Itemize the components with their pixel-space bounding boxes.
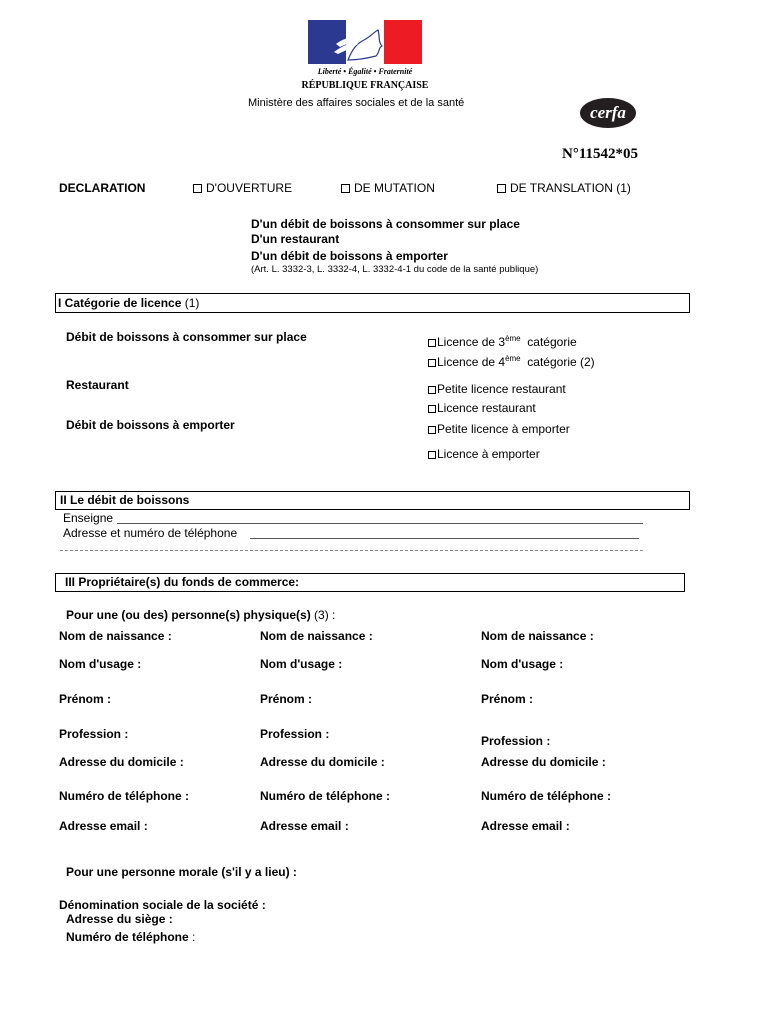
checkbox-mutation[interactable] (341, 184, 350, 193)
checkbox-ouverture[interactable] (193, 184, 202, 193)
option-mutation-label: DE MUTATION (354, 181, 435, 195)
col1-prenom: Prénom : (59, 692, 112, 706)
option-ouverture-label: D'OUVERTURE (206, 181, 293, 195)
option-licence-emporter-label: Licence à emporter (437, 447, 540, 461)
republic-title: RÉPUBLIQUE FRANÇAISE (301, 80, 429, 91)
option-licence-restaurant-label: Licence restaurant (437, 401, 536, 415)
physical-note: (3) : (314, 608, 336, 622)
section-1-note: (1) (184, 296, 200, 310)
adresse-field[interactable] (63, 526, 639, 540)
adresse-label: Adresse et numéro de téléphone (63, 526, 238, 540)
option-licence-4[interactable] (428, 354, 595, 369)
checkbox-licence-3[interactable] (428, 339, 436, 347)
subject-line-1: D'un débit de boissons à consommer sur place (251, 217, 520, 231)
col2-adresse-domicile: Adresse du domicile : (260, 755, 385, 769)
col2-email: Adresse email : (260, 819, 349, 833)
adresse-line-2[interactable] (60, 550, 643, 551)
col2-telephone: Numéro de téléphone : (260, 789, 391, 803)
form-number: N°11542*05 (562, 146, 639, 162)
enseigne-label: Enseigne (63, 511, 114, 525)
col2-profession: Profession : (260, 727, 330, 741)
option-translation[interactable] (497, 181, 631, 195)
licence-3-sup: ème (505, 334, 521, 343)
col3-profession: Profession : (481, 734, 551, 748)
option-petite-licence-emporter[interactable] (428, 422, 570, 436)
option-licence-restaurant[interactable] (428, 401, 536, 415)
motto: Liberté • Égalité • Fraternité (317, 67, 413, 76)
licence-4-sup: ème (505, 354, 521, 363)
cerfa-logo (580, 98, 636, 128)
marianne-logo (308, 20, 422, 64)
option-petite-licence-emporter-label: Petite licence à emporter (437, 422, 570, 436)
checkbox-licence-restaurant[interactable] (428, 405, 436, 413)
ministry-name: Ministère des affaires sociales et de la santé (248, 97, 465, 109)
col1-profession: Profession : (59, 727, 129, 741)
licence-4-pre: Licence de 4 (437, 355, 506, 369)
option-mutation[interactable] (341, 181, 435, 195)
col3-adresse-domicile: Adresse du domicile : (481, 755, 606, 769)
checkbox-licence-4[interactable] (428, 359, 436, 367)
legal-reference: (Art. L. 3332-3, L. 3332-4, L. 3332-4-1 du code de la santé publique) (251, 264, 539, 275)
category-sur-place: Débit de boissons à consommer sur place (66, 330, 307, 344)
licence-3-post: catégorie (527, 335, 577, 349)
option-licence-3[interactable] (428, 334, 577, 349)
denomination-label: Dénomination sociale de la société : (59, 898, 266, 912)
category-restaurant: Restaurant (66, 378, 129, 392)
option-petite-licence-restaurant[interactable] (428, 382, 566, 396)
col1-adresse-domicile: Adresse du domicile : (59, 755, 184, 769)
col3-nom-naissance: Nom de naissance : (481, 629, 594, 643)
subject-line-2: D'un restaurant (251, 232, 340, 246)
col3-telephone: Numéro de téléphone : (481, 789, 612, 803)
col1-nom-naissance: Nom de naissance : (59, 629, 172, 643)
col1-nom-usage: Nom d'usage : (59, 657, 142, 671)
section-1-title-row (58, 296, 199, 310)
section-2-title: II Le débit de boissons (60, 493, 190, 507)
enseigne-field[interactable] (63, 511, 643, 525)
col3-prenom: Prénom : (481, 692, 534, 706)
siege-label: Adresse du siège : (66, 912, 173, 926)
checkbox-petite-licence-emporter[interactable] (428, 426, 436, 434)
checkbox-petite-licence-restaurant[interactable] (428, 386, 436, 394)
physical-heading: Pour une (ou des) personne(s) physique(s) (66, 608, 311, 622)
moral-heading: Pour une personne morale (s'il y a lieu) : (66, 865, 297, 879)
section-1-title: I Catégorie de licence (58, 296, 182, 310)
telephone-label: Numéro de téléphone (66, 930, 189, 944)
licence-3-pre: Licence de 3 (437, 335, 506, 349)
telephone-row (66, 930, 195, 944)
subject-line-3: D'un débit de boissons à emporter (251, 249, 448, 263)
checkbox-translation[interactable] (497, 184, 506, 193)
col3-email: Adresse email : (481, 819, 570, 833)
physical-heading-row (66, 608, 335, 622)
col2-nom-naissance: Nom de naissance : (260, 629, 373, 643)
option-ouverture[interactable] (193, 181, 292, 195)
col3-nom-usage: Nom d'usage : (481, 657, 564, 671)
option-translation-label: DE TRANSLATION (1) (510, 181, 631, 195)
col2-nom-usage: Nom d'usage : (260, 657, 343, 671)
enseigne-line[interactable] (117, 523, 643, 524)
checkbox-licence-emporter[interactable] (428, 451, 436, 459)
option-petite-licence-restaurant-label: Petite licence restaurant (437, 382, 566, 396)
section-3-title: III Propriétaire(s) du fonds de commerce: (65, 575, 300, 589)
licence-4-post: catégorie (2) (527, 355, 595, 369)
cerfa-logo-text: cerfa (590, 103, 626, 122)
col2-prenom: Prénom : (260, 692, 313, 706)
telephone-colon: : (192, 930, 196, 944)
declaration-label: DECLARATION (59, 181, 146, 195)
category-emporter: Débit de boissons à emporter (66, 418, 235, 432)
col1-telephone: Numéro de téléphone : (59, 789, 190, 803)
option-licence-emporter[interactable] (428, 447, 540, 461)
adresse-line[interactable] (250, 538, 639, 539)
marianne-flag-icon (308, 20, 422, 64)
col1-email: Adresse email : (59, 819, 148, 833)
